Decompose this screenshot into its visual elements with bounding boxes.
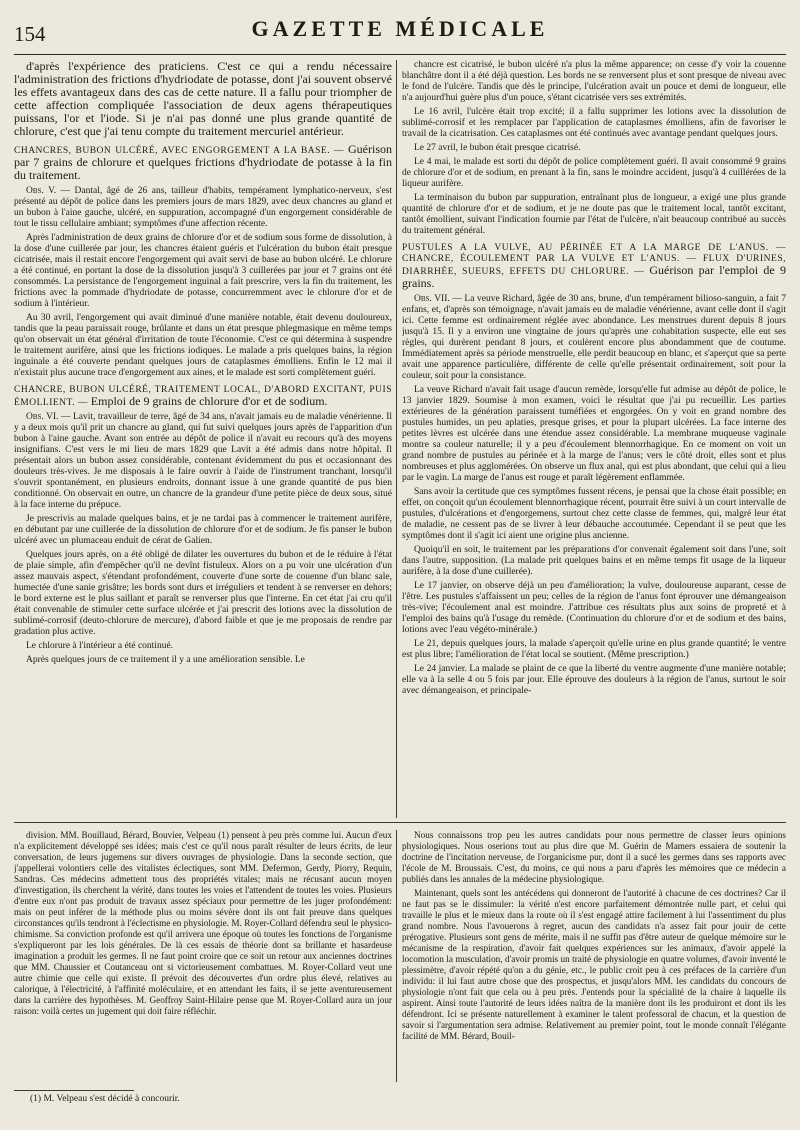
paragraph: La terminaison du bubon par suppuration, entraînant plus de longueur, a exigé une plus grande quantité de chlorure d'or et de sodium, et je ne doute pas que le traitement local, tantôt excitant, tantôt émollient, suivant l'indication fournie par l'état de l'ulcère, n'ait beaucoup contribué au succès du traitement général. xyxy=(402,193,786,236)
observation-text: — La veuve Richard, âgée de 30 ans, brune, d'un tempérament bilioso-sanguin, a fait 7 enfans, et, d'après son témoignage, n'avait jamais eu de maladie vénérienne, avant celle dont il s'agit ici. Cette femme est ordinairement réglée avec abondance. Les menstrues durent depuis 8 jours jusqu'à 15. Il y a environ une vingtaine de jours qu'après une cohabitation suspecte, elle eut ses règles, qui durèrent pendant 8 jours, et coulèrent encore plus abondamment que de coutume. Immédiatement après sa période menstruelle, elle perdit beaucoup en blanc, et s'aperçut que sa perte avait une apparence particulière, différente de celle qu'elle présentait ordinairement, soit pour la couleur, soit pour la consistance. xyxy=(402,294,786,381)
page-title: GAZETTE MÉDICALE xyxy=(251,16,549,41)
paragraph: Le 27 avril, le bubon était presque cicatrisé. xyxy=(414,143,581,153)
observation-label: Obs. VII. xyxy=(414,294,450,304)
paragraph: Maintenant, quels sont les antécédens qui donneront de l'autorité à chacune de ces doctrines? Car il ne faut pas se le dissimuler: la vérité n'est encore parfaitement démontrée nulle part, et celui qui travaille le plus et le mieux dans la route où il s'est engagé attire facilement à lui l'assentiment du plus grand nombre. Nous l'avouerons à regret, aucun des candidats n'a assez fait pour jouir de cette prérogative. Plusieurs sont gens de mérite, mais il ne suffit pas d'être auteur de quelque mémoire sur le mécanisme de la respiration, d'avoir fait quelques expériences sur les animaux, d'avoir appelé la locomotion la musculation, d'avoir promis un traité de physiologie en quatre volumes, d'avoir inventé le plessimètre, d'avoir répété qu'on a du génie, etc., le public croit peu à ces préfaces de la carrière d'un individu: il lui faut autre chose que des prospectus, et jusqu'alors MM. les candidats du concours de physiologie n'ont fait que cela ou à peu près. J'entends pour la spécialité de la chaire à laquelle ils aspirent. Ainsi toute l'autorité de leurs idées naîtra de la manière dont ils les produiront et dont ils les défendront. Ici se présente naturellement à examiner le talent professoral de chacun, et la question de savoir si l'argumentation sera admise. Relativement au premier point, tout le monde connaît l'élégante facilité de MM. Bérard, Bouil- xyxy=(402,888,786,1041)
page-header xyxy=(14,14,786,55)
observation-text: — Lavit, travailleur de terre, âgé de 34 ans, n'avait jamais eu de maladie vénérienne. Il y a deux mois qu'il prit un chancre au gland, qui fut suivi quelques jours après de l'apparition d'un bubon à l'aine gauche. Avant son entrée au dépôt de police il n'avait eu recours qu'à des moyens insignifians. C'est vers le mi lieu de mars 1829 que Lavit a été admis dans notre hôpital. Il présentait alors un bubon assez considérable, contenant évidemment du pus et occasionnant des douleurs très-vives. Je me disposais à le faire ouvrir à l'aide de l'instrument tranchant, lorsqu'il s'ouvrit spontanément, en plusieurs endroits, donnant issue à une grande quantité de pus bien conditionné. On observait en outre, un chancre de la grandeur d'une petite pièce de deux sous, situé à la face interne du prépuce. xyxy=(14,412,392,510)
paragraph xyxy=(402,294,786,382)
paragraph: Quoiqu'il en soit, le traitement par les préparations d'or convenait également soit dans l'une, soit dans l'autre, supposition. (La malade prit quelques bains et en même temps fit usage de la liqueur aurifère, à la dose d'une cuillerée). xyxy=(402,545,786,577)
page-number: 154 xyxy=(14,22,46,46)
case-heading-title: CHANCRES, BUBON ULCÉRÉ, AVEC ENGORGEMENT A LA BASE. — xyxy=(14,146,345,156)
paragraph xyxy=(14,186,392,230)
feuilleton-right-column xyxy=(402,830,786,1082)
left-column xyxy=(14,60,392,820)
footnote: (1) M. Velpeau s'est décidé à concourir. xyxy=(30,1094,180,1104)
case-heading-treatment: Guérison par 7 grains de chlorure et quelques frictions d'hydriodate de potasse à la fin du traitement. xyxy=(14,142,392,182)
column-divider xyxy=(396,60,397,818)
column-divider xyxy=(396,830,397,1082)
paragraph: chancre est cicatrisé, le bubon ulcéré n'a plus la même apparence; on cesse d'y voir la couenne blanchâtre dont il a été déjà question. Les bords ne se renversent plus et sont presque de niveau avec le fond de l'ulcère. Tandis que dès le principe, l'ulcération avait un pouce et demi de longueur, elle n'a aujourd'hui guère plus d'un pouce, s'étant cicatrisée vers ses extrémités. xyxy=(402,60,786,103)
paragraph: Après l'administration de deux grains de chlorure d'or et de sodium sous forme de dissolution, à la dose d'une cuillerée par jour, les chancres étaient guéris et l'ulcération du bubon était presque cicatrisée, mais il restait encore l'engorgement qui avait servi de base au bubon ulcéré. Le chlorure a été continué, en portant la dose de la dissolution jusqu'à 3 cuillerées par jour et 7 grains ont été consommés. La persistance de l'engorgement inguinal a fait prescrire, vers la fin du traitement, les frictions avec la pommade d'hydriodate de potasse, concurremment avec le chlorure d'or et de sodium à l'intérieur. xyxy=(14,233,392,309)
case-heading xyxy=(14,385,392,409)
paragraph xyxy=(14,412,392,511)
paragraph: Au 30 avril, l'engorgement qui avait diminué d'une manière notable, était devenu douloureux, tandis que la peau paraissait rouge, brûlante et dans un état presque phlegmasique en même temps qu'on observait un état général d'irritation de toute l'économie. C'est ce qui détermina à suspendre le traitement aurifère, ainsi que les frictions iodiques. Le malade a pris quelques bains, la région inguinale a été couverte pendant quelques jours de cataplasmes émolliens. Enfin le 12 mai il n'existait plus aucune trace d'engorgement aux aines, et le malade est sorti complètement guéri. xyxy=(14,313,392,378)
observation-label: Obs. V. xyxy=(26,186,57,196)
paragraph: Le 16 avril, l'ulcère était trop excité; il a fallu supprimer les lotions avec la dissolution de sublimé-corrosif et les remplacer par l'application de cataplasmes émolliens, afin de favoriser le travail de la cicatrisation. Ces cataplasmes ont été continués avec avantage pendant quelques jours. xyxy=(402,107,786,139)
observation-label: Obs. VI. xyxy=(26,412,59,422)
paragraph: Le 24 janvier. La malade se plaint de ce que la liberté du ventre augmente d'une manière notable; elle va à la selle 4 ou 5 fois par jour. Elle éprouve des douleurs à la région de l'anus, surtout le soir avec démangeaison, et principale- xyxy=(402,664,786,696)
case-heading xyxy=(402,243,786,291)
paragraph: Sans avoir la certitude que ces symptômes fussent récens, je pensai que la chose était possible; en effet, on conçoit qu'un écoulement blennorrhagique récent, pourrait être suivi à un court intervalle de pustules, d'ulcérations et d'engorgemens, surtout chez cette classe de femmes, qui, malgré leur état de maladie, ne cessent pas de se livrer à leur débauche accoutumée. Cependant il se peut que les symptômes dont il s'agit ici aient une origine plus ancienne. xyxy=(402,487,786,541)
feuilleton-left-column xyxy=(14,830,392,1082)
observation-text: — Dantal, âgé de 26 ans, tailleur d'habits, tempérament lymphatico-nerveux, s'est présenté au dépôt de police dans les premiers jours de mars 1829, avec deux chancres au gland et un bubon à l'aine gauche, ulcéré, en suppuration, accompagné d'un engorgement considérable de tout le tissu cellulaire ambiant; symptômes d'une affection récente. xyxy=(14,186,392,229)
paragraph: d'après l'expérience des praticiens. C'est ce qui a rendu nécessaire l'administration des frictions d'hydriodate de potasse, dont j'ai souvent observé les effets avantageux dans des cas de cette nature. Il a fallu pour triompher de cette affection compliquée l'association de deux agens thérapeutiques puissans, l'or et l'iode. Si je n'ai pas donné une plus grande quantité de chlorure, c'est que j'ai tenu compte du traitement mercuriel antérieur. xyxy=(14,60,392,138)
case-heading xyxy=(14,144,392,183)
right-column xyxy=(402,60,786,820)
case-heading-title: PUSTULES A LA VULVE, AU PÉRINÉE ET A LA MARGE DE L'ANUS. — CHANCRE, ÉCOULEMENT PAR LA VULVE ET L'ANUS. — FLUX D'URINES, DIARRHÉE, SUEURS, EFFETS DU CHLORURE. — xyxy=(402,243,786,277)
paragraph: Après quelques jours de ce traitement il y a une amélioration sensible. Le xyxy=(26,655,305,665)
paragraph: Quelques jours après, on a été obligé de dilater les ouvertures du bubon et de le réduire à l'état de plaie simple, afin d'empêcher qu'il ne devînt fistuleux. Alors on a pu voir une ulcération d'un assez mauvais aspect, s'étendant profondément, couverte d'une sorte de couenne d'un blanc sale, humectée d'une sanie grisâtre; les bords sont durs et irréguliers et tendent à se renverser en dehors; le bord externe est le plus saillant et paraît se renverser plus que l'interne. En cet état j'ai cru qu'il était convenable de stimuler cette surface ulcérée et j'ai prescrit des lotions avec la dissolution de sublimé-corrosif (deuto-chlorure de mercure), d'abord faible et que je me proposais de rendre par gradation plus active. xyxy=(14,550,392,637)
case-heading-title: CHANCRE, BUBON ULCÉRÉ, TRAITEMENT LOCAL, D'ABORD EXCITANT, PUIS ÉMOLLIENT. — xyxy=(14,385,392,408)
paragraph: Le 17 janvier, on observe déjà un peu d'amélioration; la vulve, douloureuse auparant, cesse de l'être. Les pustules s'affaissent un peu; celles de la région de l'anus font éprouver une démangeaison très-vive; l'écoulement anal est moindre. J'attribue ces résultats plus aux soins de propreté et à l'emploi des bains qu'à l'usage du remède. (Continuation du chlorure d'or et de sodium et des bains, lotions avec l'eau végéto-minérale.) xyxy=(402,581,786,635)
paragraph: division. MM. Bouillaud, Bérard, Bouvier, Velpeau (1) pensent à peu près comme lui. Aucun d'eux n'a explicitement développé ses idées; mais c'est ce qu'il nous paraît résulter de leurs écrits, de leur conversation, de leurs jugemens sur divers ouvrages de physiologie. Dans la seconde section, que j'appellerai volontiers celle des vitalistes éclectiques, sont MM. Defermon, Gerdy, Piorry, Requin, Sandras. Ces médecins admettent tous des propriétés vitales; mais ne récusant aucun moyen d'investigation, ils cherchent la vérité, dans toutes les voies et l'attendent de toutes les voies. Plusieurs d'entre eux n'ont pas produit de travaux assez spéciaux pour permettre de les juger profondément: mais on peut inférer de la méthode plus ou moins sévère dont ils ont fait preuve dans quelques circonstances qu'ils tendront à l'éclectisme en physiologie. M. Royer-Collard défendra seul le physico-chimisme. Sa conviction profonde est qu'il arrivera une époque où toutes les fonctions de l'organisme s'expliqueront par les lois générales. De là ces essais de théorie dont sa brillante et hasardeuse imagination a produit les germes. Il ne faut point croire que ce soit un retour aux anciennes doctrines que MM. Chaussier et Coutanceau ont si victorieusement combattues. M. Royer-Collard veut une autre chimie que celle qui existe. Il prévoit des découvertes d'un ordre plus élevé, relatives au calorique, à l'électricité, à l'affinité moléculaire, et en attendant les faits, il se jette aventureusement dans la carrière des hypothèses. M. Geoffroy Saint-Hilaire pense que M. Royer-Collard aura un jour raison: voilà certes un jugement qui doit faire réfléchir. xyxy=(14,830,392,1016)
paragraph: Nous connaissons trop peu les autres candidats pour nous permettre de classer leurs opinions physiologiques. Nous oserions tout au plus dire que M. Guérin de Mamers essaiera de soutenir la doctrine de l'incitation nerveuse, de l'organicisme pur, dont il a sucé les germes dans ses rapports avec l'école de M. Broussais. C'est, du moins, ce qui nous a paru d'après les mémoires que ce médecin a publiés dans les annales de la médecine physiologique. xyxy=(402,830,786,884)
paragraph: La veuve Richard n'avait fait usage d'aucun remède, lorsqu'elle fut admise au dépôt de police, le 13 janvier 1829. Soumise à mon examen, voici le résultat que j'ai pu recueillir. Les parties extérieures de la génération paraissent tuméfiées et engorgées. On y voit en grand nombre des pustules humides, un peu aplaties, presque grises, et pour la plupart ulcérées. La face interne des petites lèvres est ulcérée dans une étendue assez considérable. La membrane muqueuse vaginale montre sa couleur naturelle; il y a peu d'écoulement blennorrhagique. En ce moment on voit un grand nombre de pustules au périnée et à la marge de l'anus; vers le côté droit, elles sont et plus nombreuses et plus agglomérées. On observe un flux anal, qui est plus abondant, que celui qui a lieu par le vagin. La marge de l'anus est rouge et paraît légèrement enflammée. xyxy=(402,385,786,483)
paragraph: Je prescrivis au malade quelques bains, et je ne tardai pas à commencer le traitement aurifère, en débutant par une cuillerée de la dissolution de chlorure d'or et de sodium. Je fis panser le bubon ulcéré avec un plumaceau enduit de cérat de Galien. xyxy=(14,514,392,546)
paragraph: Le chlorure à l'intérieur a été continué. xyxy=(26,641,174,651)
section-divider xyxy=(14,822,786,823)
case-heading-treatment: Emploi de 9 grains de chlorure d'or et de sodium. xyxy=(90,394,328,408)
paragraph: Le 4 mai, le malade est sorti du dépôt de police complètement guéri. Il avait consommé 9 grains de chlorure d'or et de sodium, en prenant à la fin, sans le moindre accident, jusqu'à 4 cuillérées de la liqueur aurifère. xyxy=(402,157,786,189)
footnote-rule xyxy=(14,1090,134,1091)
case-heading-treatment: Guérison par l'emploi de 9 grains. xyxy=(402,263,786,290)
paragraph: Le 21, depuis quelques jours, la malade s'aperçoit qu'elle urine en plus grande quantité; le ventre est plus libre; l'amélioration de l'état local se soutient. (Même prescription.) xyxy=(402,639,786,660)
